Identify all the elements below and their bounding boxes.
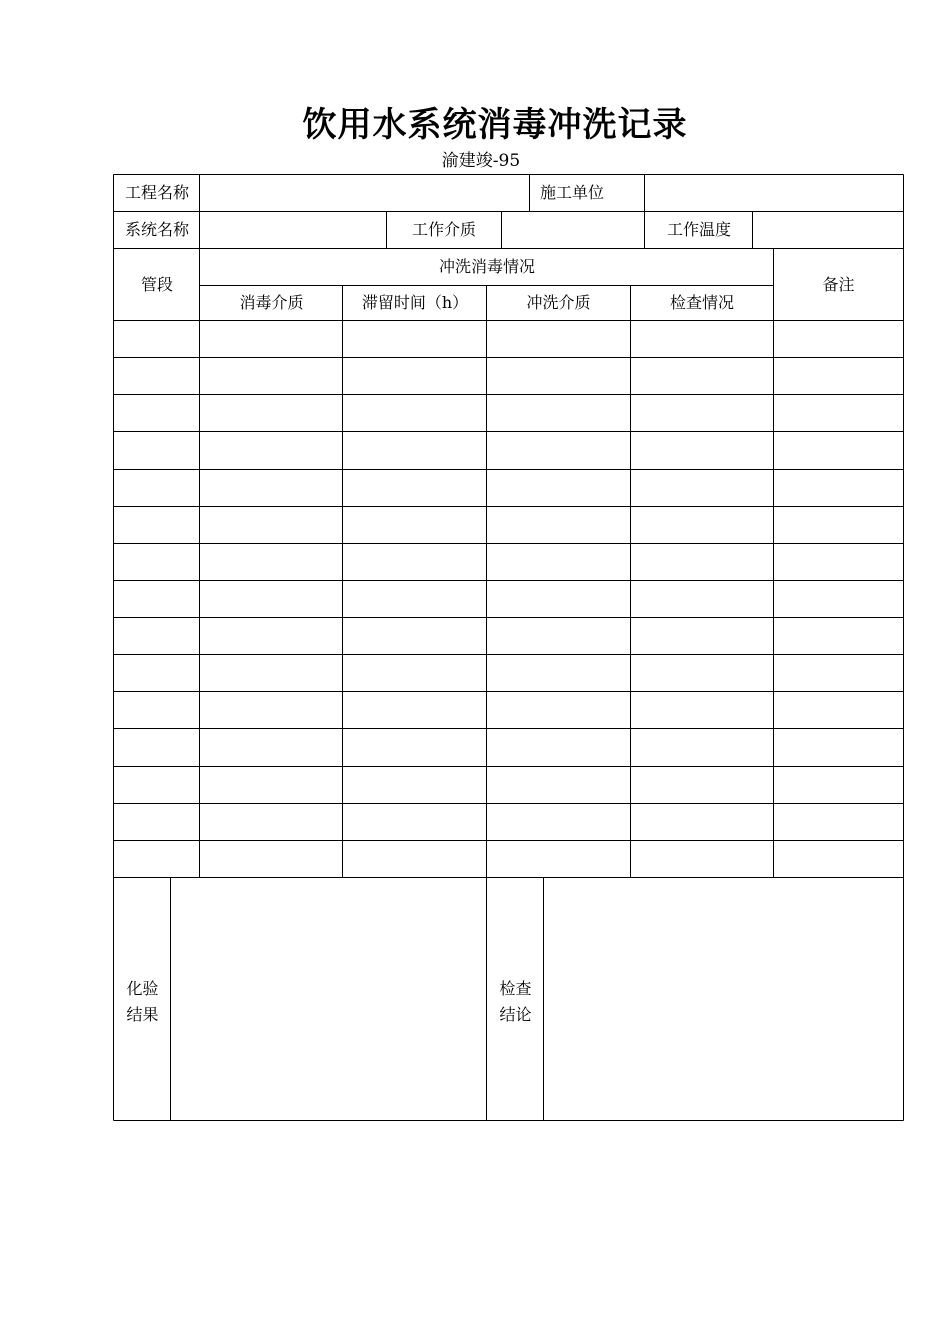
form-code: 渝建竣-95 bbox=[441, 151, 521, 171]
flush-disinfection-header: 冲洗消毒情况 bbox=[438, 257, 535, 276]
temperature-label: 工作温度 bbox=[666, 220, 731, 239]
column-header: 冲洗介质 bbox=[526, 293, 591, 312]
project-name-label: 工程名称 bbox=[124, 183, 189, 202]
contractor-label: 施工单位 bbox=[539, 183, 604, 202]
pipe-section-header: 管段 bbox=[140, 275, 173, 294]
lab-result-label-line-2: 结果 bbox=[126, 1005, 159, 1024]
column-header: 检查情况 bbox=[669, 293, 734, 312]
conclusion-label bbox=[487, 976, 544, 1028]
lab-result-label bbox=[114, 976, 171, 1028]
remarks-header: 备注 bbox=[822, 275, 855, 294]
medium-label: 工作介质 bbox=[411, 220, 476, 239]
system-name-label: 系统名称 bbox=[124, 220, 189, 239]
form-title: 饮用水系统消毒冲洗记录 bbox=[302, 105, 688, 145]
conclusion-label-line-2: 结论 bbox=[499, 1005, 532, 1024]
lab-result-label-line-1: 化验 bbox=[126, 979, 159, 998]
column-header: 消毒介质 bbox=[239, 293, 304, 312]
column-header: 滞留时间（h） bbox=[361, 293, 469, 312]
conclusion-label-line-1: 检查 bbox=[499, 979, 532, 998]
